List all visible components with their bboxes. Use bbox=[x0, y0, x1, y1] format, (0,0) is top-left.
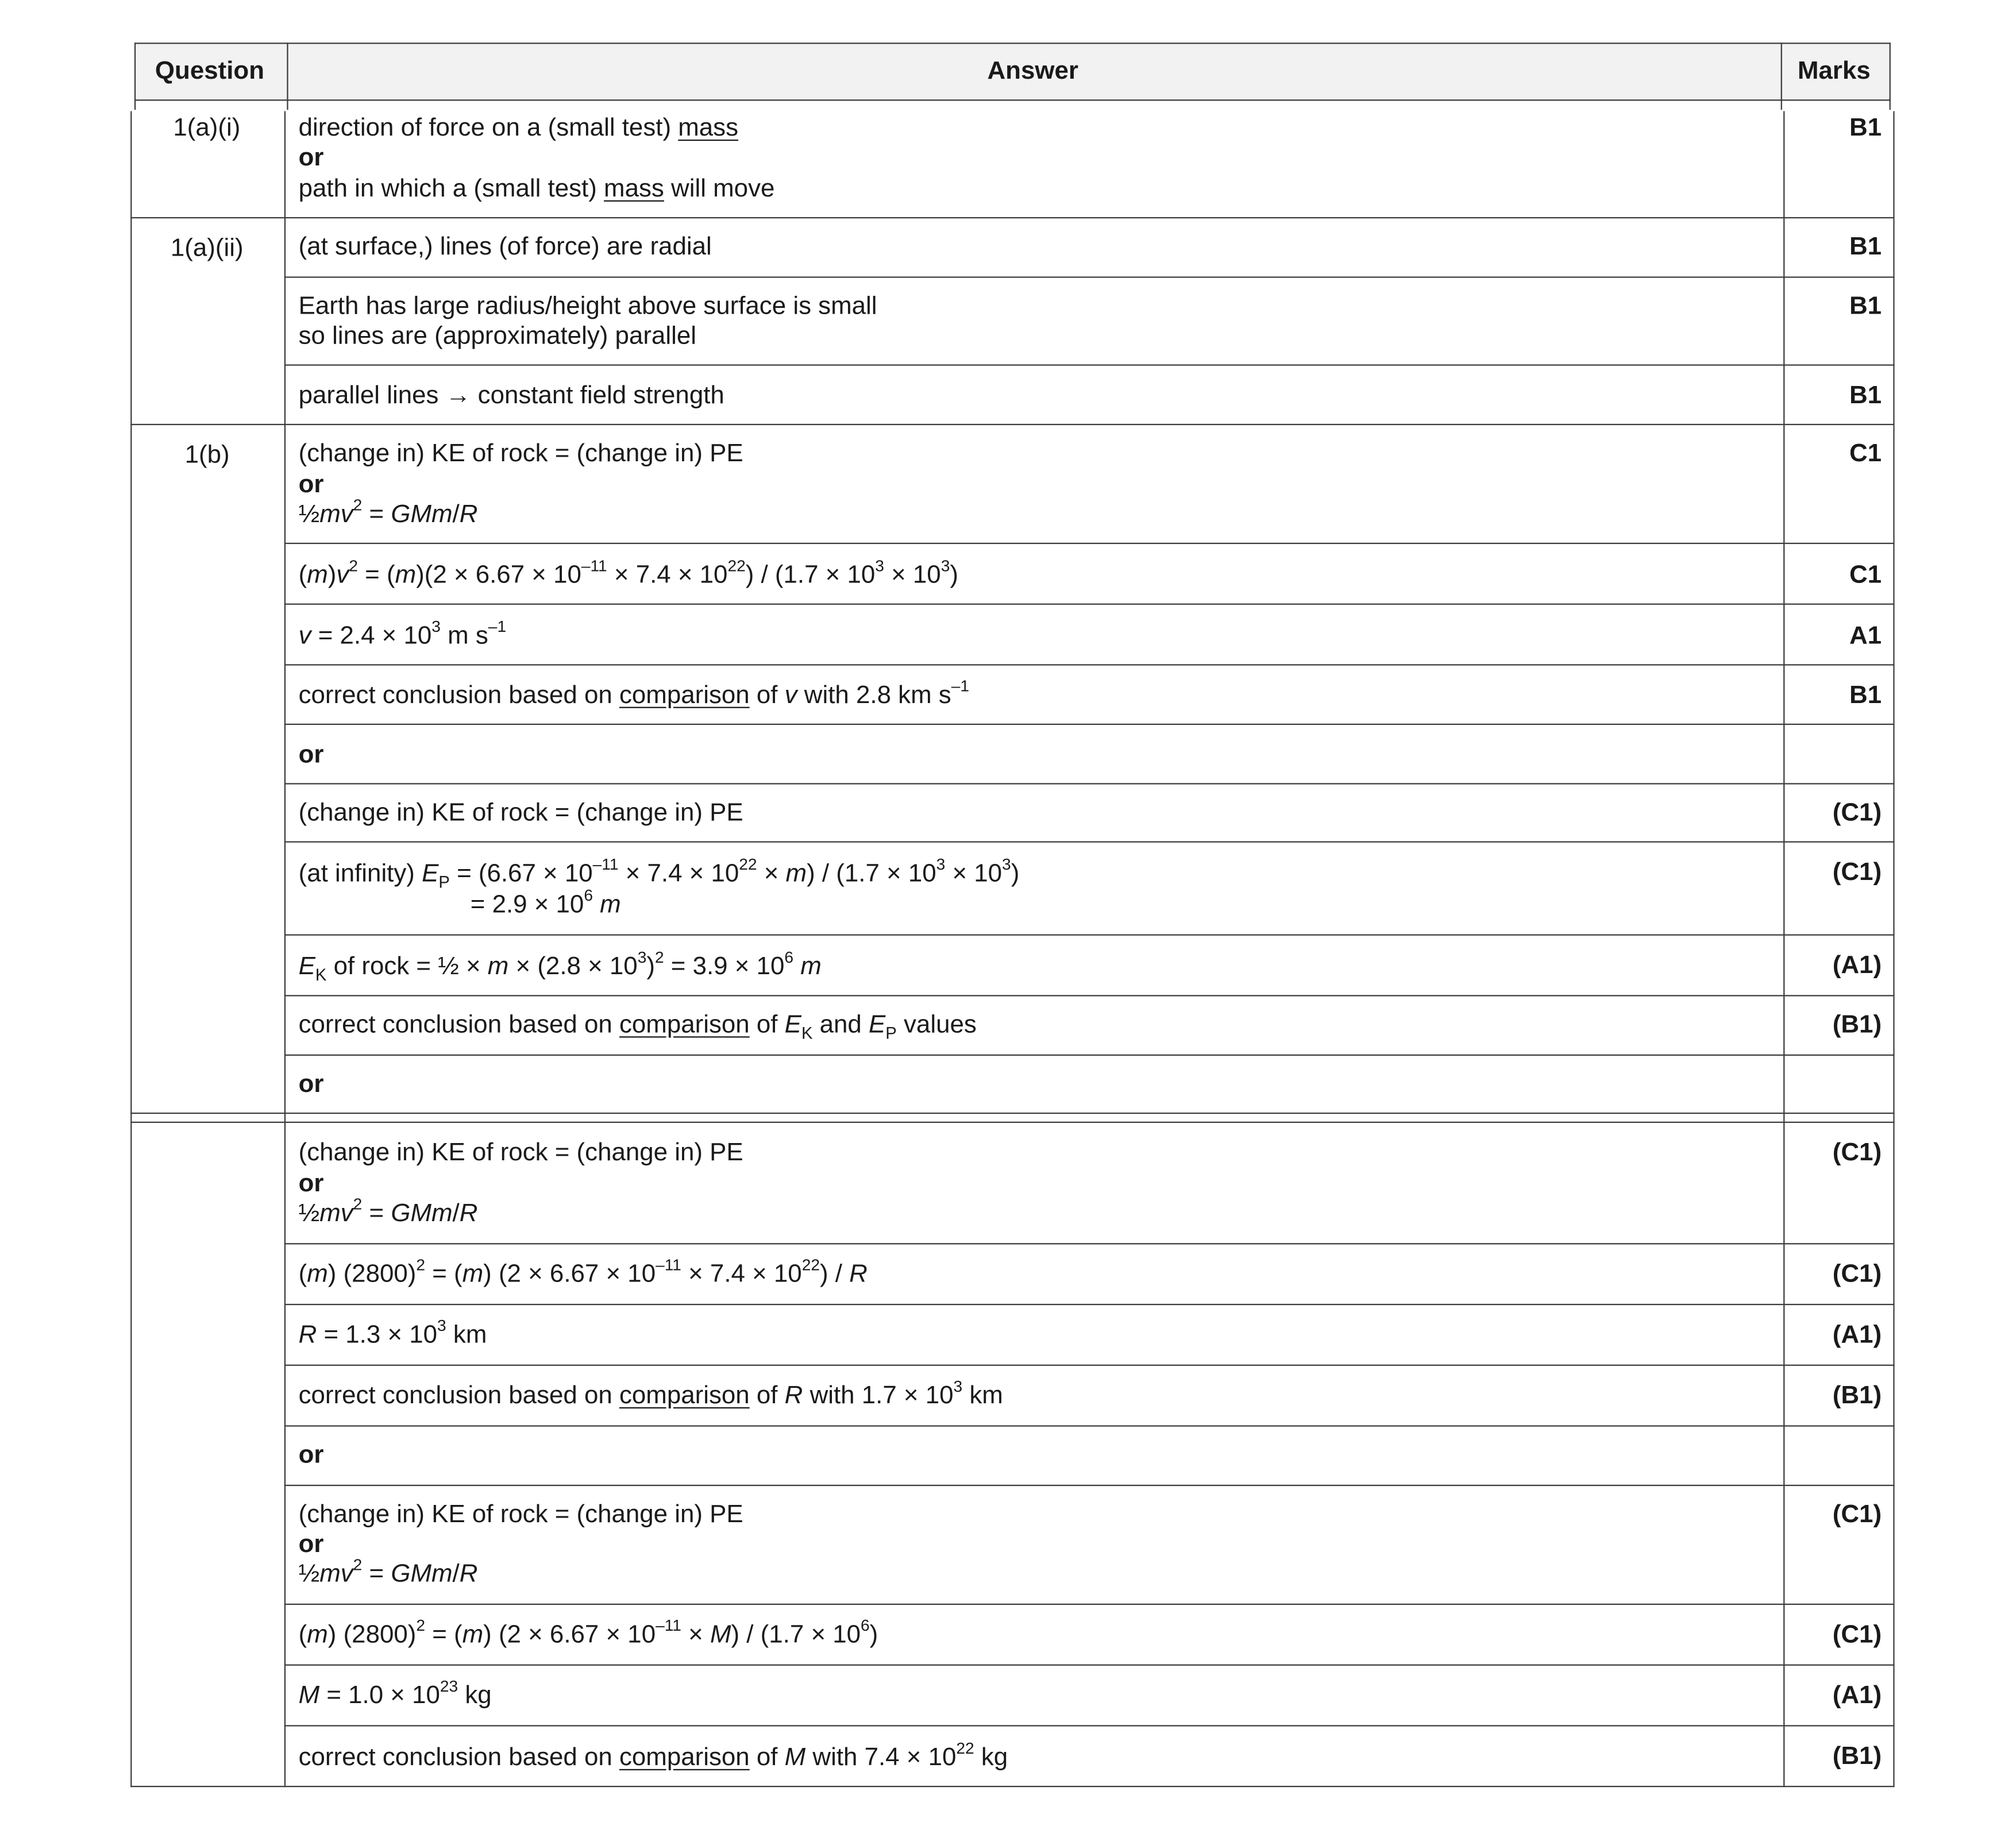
column-header-answer: Answer bbox=[987, 56, 1078, 86]
answer-line: correct conclusion based on comparison of v with 2.8 km $s^{-1}$ bbox=[298, 676, 970, 710]
rule bbox=[284, 543, 1895, 545]
answer-line: correct conclusion based on comparison of R with $1.7 \times 10^3$ km bbox=[298, 1377, 1003, 1410]
answer-line: direction of force on a (small test) mass bbox=[298, 113, 739, 142]
equation: (m) $(2800)^2 = (m) (2 \times 6.67 \times 10^{-11} \times M) / (1.7 \times 10^6)$ bbox=[298, 1616, 878, 1649]
equation: $\frac{1}{2}mv^2 = GMm/R$ bbox=[298, 495, 478, 529]
equation: $(m)v^2 = (m)(2 \times 6.67 \times 10^{-11} \times 7.4 \times 10^{22}) / (1.7 \times 10^3 \times 10^3)$ bbox=[298, 556, 958, 589]
or-label: or bbox=[298, 740, 324, 769]
mark-value: C1 bbox=[1849, 561, 1882, 589]
answer-line: (change in) KE of rock = (change in) PE bbox=[298, 1138, 743, 1167]
or-label: or bbox=[298, 143, 324, 172]
rule bbox=[284, 111, 286, 1787]
rule bbox=[284, 1665, 1895, 1666]
answer-line: (change in) KE of rock = (change in) PE bbox=[298, 439, 743, 468]
mark-value: B1 bbox=[1849, 232, 1882, 261]
rule bbox=[284, 664, 1895, 666]
rule bbox=[134, 43, 1891, 44]
equation: = $2.9 \times 10^6$ m bbox=[470, 886, 621, 919]
rule bbox=[284, 1365, 1895, 1366]
answer-line: correct conclusion based on comparison of M with $7.4 \times 10^{22}$ kg bbox=[298, 1738, 1008, 1772]
rule bbox=[130, 424, 1894, 426]
rule bbox=[284, 1304, 1895, 1306]
mark-value: (C1) bbox=[1832, 1138, 1882, 1167]
mark-value: B1 bbox=[1849, 113, 1882, 142]
rule bbox=[284, 1243, 1895, 1245]
answer-line: path in which a (small test) mass will move bbox=[298, 174, 775, 203]
question-id: 1(a)(ii) bbox=[170, 234, 244, 263]
mark-value: (C1) bbox=[1832, 1500, 1882, 1529]
rule bbox=[130, 1122, 1894, 1124]
rule bbox=[284, 783, 1895, 785]
answer-line: so lines are (approximately) parallel bbox=[298, 322, 696, 350]
answer-line: parallel lines → constant field strength bbox=[298, 381, 724, 410]
equation: $M = 1.0 \times 10^{23}$ kg bbox=[298, 1676, 492, 1710]
mark-value: (C1) bbox=[1832, 858, 1882, 887]
rule bbox=[284, 841, 1895, 843]
mark-value: (B1) bbox=[1832, 1381, 1882, 1410]
mark-value: (B1) bbox=[1832, 1742, 1882, 1771]
mark-value: (C1) bbox=[1832, 798, 1882, 827]
mark-value: (A1) bbox=[1832, 1681, 1882, 1710]
equation: $\frac{1}{2}mv^2 = GMm/R$ bbox=[298, 1555, 478, 1588]
equation: $R = 1.3 \times 10^3$ km bbox=[298, 1316, 487, 1349]
rule bbox=[284, 995, 1895, 997]
rule bbox=[284, 724, 1895, 725]
or-label: or bbox=[298, 470, 324, 499]
column-header-question: Question bbox=[155, 56, 265, 86]
rule bbox=[284, 276, 1895, 278]
rule bbox=[284, 1485, 1895, 1487]
rule bbox=[130, 111, 132, 1787]
rule bbox=[130, 1113, 1894, 1114]
question-id: 1(a)(i) bbox=[173, 113, 241, 142]
rule bbox=[284, 1604, 1895, 1605]
answer-line: Earth has large radius/height above surface is small bbox=[298, 292, 877, 321]
rule bbox=[1893, 111, 1895, 1787]
mark-value: (C1) bbox=[1832, 1260, 1882, 1288]
mark-value: A1 bbox=[1849, 622, 1882, 650]
mark-value: (B1) bbox=[1832, 1010, 1882, 1039]
rule bbox=[284, 1425, 1895, 1427]
equation: $\frac{1}{2}mv^2 = GMm/R$ bbox=[298, 1194, 478, 1228]
rule bbox=[284, 604, 1895, 605]
rule bbox=[1890, 43, 1891, 110]
rule bbox=[284, 364, 1895, 366]
answer-line: (at surface,) lines (of force) are radial bbox=[298, 232, 712, 261]
rule bbox=[1783, 111, 1785, 1787]
rule bbox=[134, 43, 136, 110]
rule bbox=[134, 99, 1891, 101]
rule bbox=[130, 1786, 1894, 1788]
answer-line: correct conclusion based on comparison of $E_K$ and $E_P$ values bbox=[298, 1010, 977, 1043]
rule bbox=[287, 43, 288, 110]
mark-value: B1 bbox=[1849, 292, 1882, 321]
or-label: or bbox=[298, 1169, 324, 1198]
rule bbox=[1781, 43, 1783, 110]
rule bbox=[284, 1725, 1895, 1727]
mark-value: (C1) bbox=[1832, 1620, 1882, 1649]
equation: (m) $(2800)^2 = (m) (2 \times 6.67 \times 10^{-11} \times 7.4 \times 10^{22}) / R$ bbox=[298, 1255, 868, 1288]
answer-line: (change in) KE of rock = (change in) PE bbox=[298, 1500, 743, 1529]
mark-value: (A1) bbox=[1832, 1321, 1882, 1349]
or-label: or bbox=[298, 1441, 324, 1469]
mark-value: B1 bbox=[1849, 381, 1882, 410]
mark-value: (A1) bbox=[1832, 951, 1882, 980]
or-label: or bbox=[298, 1530, 324, 1559]
mark-value: C1 bbox=[1849, 439, 1882, 468]
mark-value: B1 bbox=[1849, 681, 1882, 710]
question-id: 1(b) bbox=[184, 441, 230, 469]
equation: $v = 2.4 \times 10^3$ m $s^{-1}$ bbox=[298, 617, 507, 650]
answer-line: (change in) KE of rock = (change in) PE bbox=[298, 798, 743, 827]
equation: (at infinity) $E_P = (6.67 \times 10^{-11} \times 7.4 \times 10^{22} \times m) / (1.7 \times 10^3 \times 10^3)$ bbox=[298, 855, 1020, 892]
rule bbox=[130, 217, 1894, 219]
rule bbox=[284, 1055, 1895, 1056]
column-header-marks: Marks bbox=[1797, 56, 1871, 86]
equation: $E_K$ of rock = ½ × $m \times (2.8 \times 10^3)^2 = 3.9 \times 10^6$ m bbox=[298, 948, 822, 985]
rule bbox=[284, 934, 1895, 936]
or-label: or bbox=[298, 1070, 324, 1099]
